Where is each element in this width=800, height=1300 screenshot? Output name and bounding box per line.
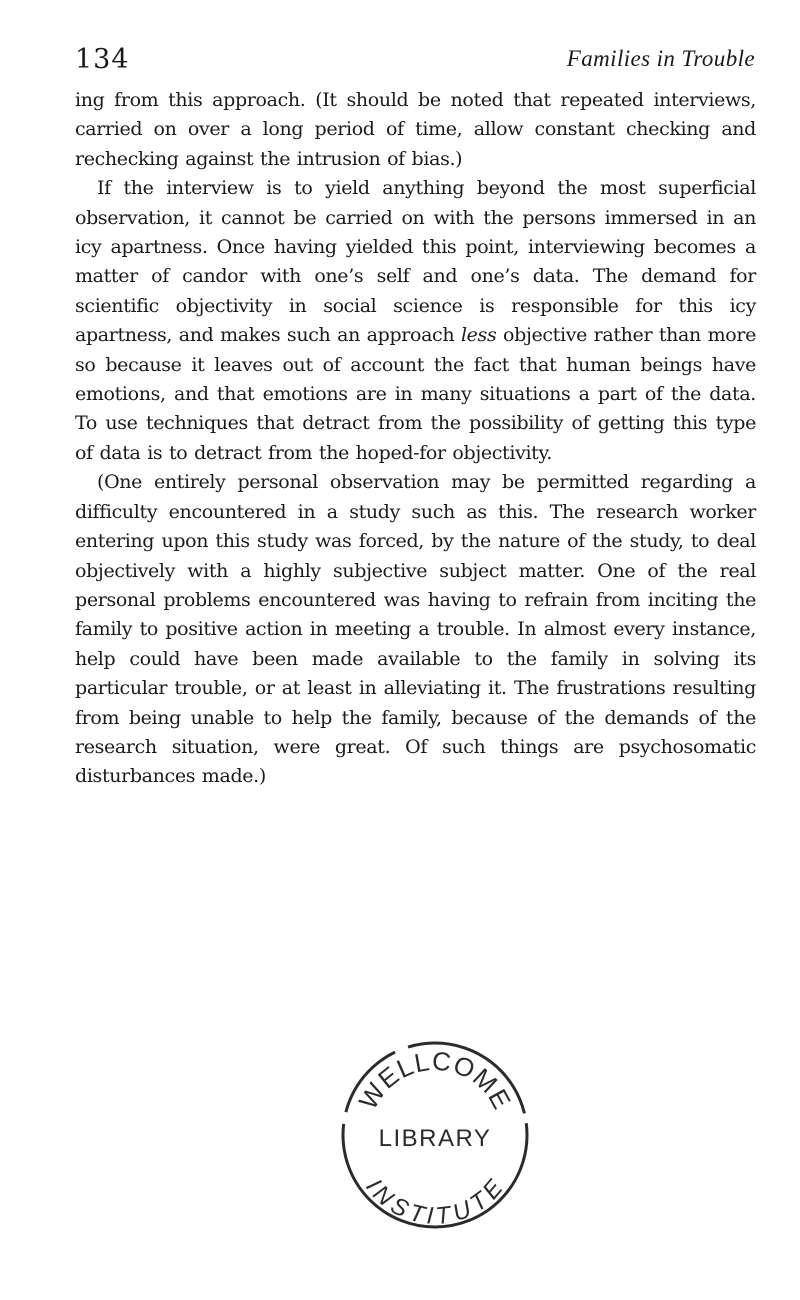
paragraph-2 (75, 174, 756, 468)
running-title: Families in Trouble (566, 46, 755, 71)
svg-text:INSTITUTE (360, 1174, 509, 1230)
paragraph-2-text-start: If the interview is to yield anything beyond the most superficial observation, it cannot be carried on with the persons immersed in an icy apartness. Once having yielded this point, interviewing becomes a matter of candor with one’s self and one’s data. The demand for scientific objectivity in social science is responsible for this icy apartness, and makes such an approach (75, 177, 756, 347)
body-text (75, 86, 756, 792)
library-stamp-icon (330, 1030, 540, 1240)
paragraph-1: ing from this approach. (It should be noted that repeated interviews, carried on over a long period of time, allow constant checking and rechecking against the intrusion of bias.) (75, 89, 756, 170)
library-stamp (330, 1030, 540, 1240)
emphasis-less: less (460, 324, 497, 347)
running-head (75, 44, 755, 84)
svg-text:WELLCOME (353, 1045, 518, 1114)
page-number: 134 (75, 44, 130, 75)
stamp-top-text: WELLCOME (352, 1045, 518, 1115)
paragraph-2-text-end: objective rather than more so because it leaves out of account the fact that human beings have emotions, and that emotions are in many situations a part of the data. To use techniques that detract from the possibility of getting this type of data is to detract from the hoped-for objectivity. (75, 324, 756, 464)
stamp-center-text: LIBRARY (378, 1125, 492, 1152)
paragraph-3: (One entirely personal observation may be permitted regarding a difficulty encountered in a study such as this. The research worker entering upon this study was forced, by the nature of the study, to deal objectively with a highly subjective subject matter. One of the real personal problems encountered was having to refrain from inciting the family to positive action in meeting a trouble. In almost every instance, help could have been made available to the family in solving its particular trouble, or at least in alleviating it. The frustrations resulting from being unable to help the family, because of the demands of the research situation, were great. Of such things are psychosomatic disturbances made.) (75, 471, 756, 788)
stamp-bottom-text: INSTITUTE (360, 1174, 510, 1231)
